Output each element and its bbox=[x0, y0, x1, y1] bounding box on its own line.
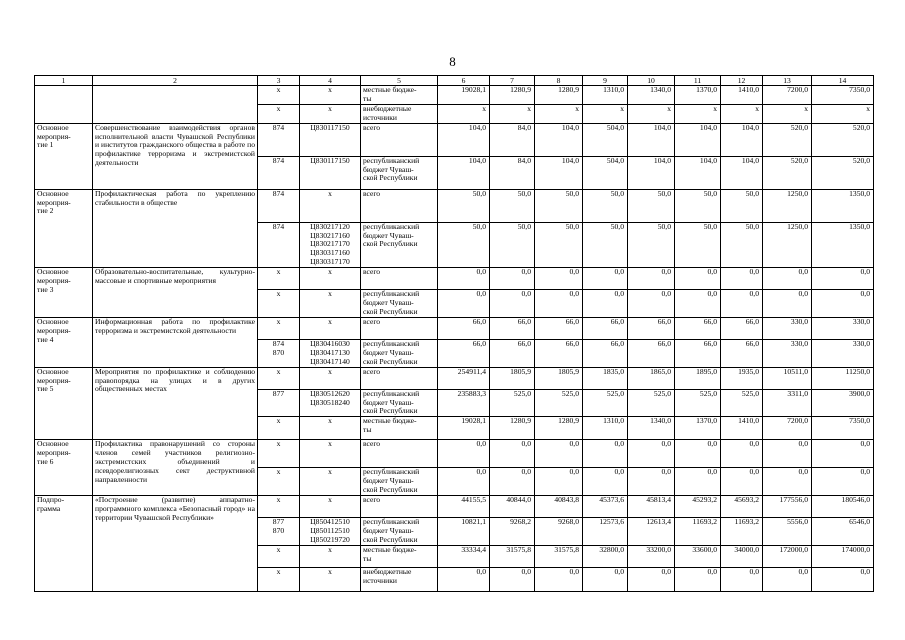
amount-cell: 0,0 bbox=[721, 268, 763, 290]
amount-cell: 0,0 bbox=[438, 290, 490, 318]
amount-cell: 330,0 bbox=[763, 339, 812, 367]
amount-cell: 104,0 bbox=[675, 156, 721, 189]
activity-code-cell: Основное мероприя- тие 6 bbox=[35, 440, 93, 496]
amount-cell: 0,0 bbox=[763, 440, 812, 468]
amount-cell: 520,0 bbox=[812, 156, 874, 189]
amount-cell: 12573,6 bbox=[583, 518, 628, 546]
amount-cell: 0,0 bbox=[763, 568, 812, 592]
amount-cell: 44155,5 bbox=[438, 496, 490, 518]
amount-cell: 7200,0 bbox=[763, 417, 812, 440]
activity-code-cell: Основное мероприя- тие 4 bbox=[35, 317, 93, 367]
amount-cell: 66,0 bbox=[583, 317, 628, 339]
amount-cell: 177556,0 bbox=[763, 496, 812, 518]
target-article-cell: х bbox=[300, 86, 361, 105]
funding-source-cell: республиканский бюджет Чуваш- ской Республики bbox=[361, 468, 438, 496]
amount-cell: х bbox=[535, 104, 583, 123]
amount-cell: 66,0 bbox=[721, 317, 763, 339]
activity-code-cell: Основное мероприя- тие 1 bbox=[35, 123, 93, 189]
target-article-cell: х bbox=[300, 189, 361, 222]
amount-cell: 11250,0 bbox=[812, 367, 874, 389]
funding-source-cell: республиканский бюджет Чуваш- ской Республики bbox=[361, 290, 438, 318]
amount-cell: х bbox=[763, 104, 812, 123]
amount-cell: 0,0 bbox=[628, 440, 675, 468]
activity-description-cell: Мероприятия по профилактике и соблюдению правопорядка на улицах и в других общественных местах bbox=[93, 367, 258, 440]
grbs-code-cell: х bbox=[258, 546, 300, 568]
table-row bbox=[35, 440, 874, 468]
amount-cell: 0,0 bbox=[675, 440, 721, 468]
funding-source-cell: внебюджетные источники bbox=[361, 104, 438, 123]
funding-source-cell: местные бюдже- ты bbox=[361, 417, 438, 440]
grbs-code-cell: х bbox=[258, 367, 300, 389]
amount-cell: 0,0 bbox=[490, 268, 535, 290]
amount-cell: 45693,2 bbox=[721, 496, 763, 518]
target-article-cell: Ц830117150 bbox=[300, 156, 361, 189]
amount-cell: 0,0 bbox=[490, 440, 535, 468]
amount-cell: 1250,0 bbox=[763, 189, 812, 222]
amount-cell: 66,0 bbox=[675, 339, 721, 367]
column-header: 14 bbox=[812, 76, 874, 86]
amount-cell: 40844,0 bbox=[490, 496, 535, 518]
target-article-cell: х bbox=[300, 268, 361, 290]
amount-cell: 330,0 bbox=[763, 317, 812, 339]
amount-cell: 1350,0 bbox=[812, 189, 874, 222]
funding-source-cell: всего bbox=[361, 367, 438, 389]
target-article-cell: х bbox=[300, 317, 361, 339]
amount-cell: 6546,0 bbox=[812, 518, 874, 546]
amount-cell: 104,0 bbox=[438, 156, 490, 189]
amount-cell: 104,0 bbox=[438, 123, 490, 156]
amount-cell: 66,0 bbox=[583, 339, 628, 367]
amount-cell: 525,0 bbox=[583, 389, 628, 417]
column-header: 11 bbox=[675, 76, 721, 86]
amount-cell: 0,0 bbox=[675, 290, 721, 318]
amount-cell: 1370,0 bbox=[675, 417, 721, 440]
target-article-cell: Ц830416030 Ц830417130 Ц830417140 bbox=[300, 339, 361, 367]
amount-cell: 1835,0 bbox=[583, 367, 628, 389]
amount-cell: 40843,8 bbox=[535, 496, 583, 518]
amount-cell: 50,0 bbox=[721, 222, 763, 268]
target-article-cell: Ц850412510 Ц850112510 Ц850219720 bbox=[300, 518, 361, 546]
amount-cell: 0,0 bbox=[583, 268, 628, 290]
amount-cell: 5556,0 bbox=[763, 518, 812, 546]
amount-cell: 66,0 bbox=[438, 317, 490, 339]
amount-cell: 66,0 bbox=[628, 339, 675, 367]
amount-cell: 104,0 bbox=[628, 156, 675, 189]
activity-code-cell bbox=[35, 86, 93, 124]
amount-cell: 0,0 bbox=[812, 440, 874, 468]
amount-cell: 0,0 bbox=[438, 268, 490, 290]
activity-code-cell: Основное мероприя- тие 2 bbox=[35, 189, 93, 268]
amount-cell: 33600,0 bbox=[675, 546, 721, 568]
amount-cell: 0,0 bbox=[535, 468, 583, 496]
amount-cell: 66,0 bbox=[490, 339, 535, 367]
amount-cell: 174000,0 bbox=[812, 546, 874, 568]
amount-cell: 50,0 bbox=[628, 222, 675, 268]
amount-cell: 1410,0 bbox=[721, 86, 763, 105]
amount-cell: 104,0 bbox=[628, 123, 675, 156]
funding-source-cell: республиканский бюджет Чуваш- ской Республики bbox=[361, 156, 438, 189]
column-header: 12 bbox=[721, 76, 763, 86]
amount-cell: 1250,0 bbox=[763, 222, 812, 268]
amount-cell: 0,0 bbox=[812, 468, 874, 496]
amount-cell: 0,0 bbox=[583, 290, 628, 318]
amount-cell: 11693,2 bbox=[675, 518, 721, 546]
grbs-code-cell: х bbox=[258, 468, 300, 496]
column-header: 8 bbox=[535, 76, 583, 86]
grbs-code-cell: х bbox=[258, 496, 300, 518]
amount-cell: 0,0 bbox=[721, 468, 763, 496]
amount-cell: 50,0 bbox=[583, 222, 628, 268]
amount-cell: 1410,0 bbox=[721, 417, 763, 440]
amount-cell: 0,0 bbox=[812, 568, 874, 592]
amount-cell: 84,0 bbox=[490, 123, 535, 156]
funding-source-cell: республиканский бюджет Чуваш- ской Республики bbox=[361, 222, 438, 268]
target-article-cell: х bbox=[300, 104, 361, 123]
amount-cell: 0,0 bbox=[763, 290, 812, 318]
amount-cell: 0,0 bbox=[628, 268, 675, 290]
amount-cell: 50,0 bbox=[490, 222, 535, 268]
amount-cell: 45293,2 bbox=[675, 496, 721, 518]
funding-source-cell: всего bbox=[361, 189, 438, 222]
target-article-cell: х bbox=[300, 290, 361, 318]
amount-cell: 0,0 bbox=[438, 440, 490, 468]
amount-cell: 1805,9 bbox=[535, 367, 583, 389]
amount-cell: 330,0 bbox=[812, 317, 874, 339]
amount-cell: 1310,0 bbox=[583, 86, 628, 105]
amount-cell: 0,0 bbox=[490, 290, 535, 318]
target-article-cell: Ц830512620 Ц830518240 bbox=[300, 389, 361, 417]
amount-cell: 1340,0 bbox=[628, 86, 675, 105]
amount-cell: 10821,1 bbox=[438, 518, 490, 546]
table-row bbox=[35, 268, 874, 290]
amount-cell: 235883,3 bbox=[438, 389, 490, 417]
target-article-cell: Ц830217120 Ц830217160 Ц830217170 Ц830317160 Ц830317170 bbox=[300, 222, 361, 268]
amount-cell: 7350,0 bbox=[812, 86, 874, 105]
column-header: 10 bbox=[628, 76, 675, 86]
grbs-code-cell: 874 870 bbox=[258, 339, 300, 367]
target-article-cell: Ц830117150 bbox=[300, 123, 361, 156]
amount-cell: 50,0 bbox=[675, 189, 721, 222]
column-header: 3 bbox=[258, 76, 300, 86]
amount-cell: 520,0 bbox=[763, 123, 812, 156]
table-row bbox=[35, 123, 874, 156]
column-header: 6 bbox=[438, 76, 490, 86]
amount-cell: 1805,9 bbox=[490, 367, 535, 389]
grbs-code-cell: 877 bbox=[258, 389, 300, 417]
amount-cell: х bbox=[438, 104, 490, 123]
amount-cell: 0,0 bbox=[675, 568, 721, 592]
grbs-code-cell: 874 bbox=[258, 222, 300, 268]
amount-cell: 7350,0 bbox=[812, 417, 874, 440]
column-header: 9 bbox=[583, 76, 628, 86]
amount-cell: 0,0 bbox=[721, 290, 763, 318]
amount-cell: 520,0 bbox=[812, 123, 874, 156]
amount-cell: 9268,0 bbox=[535, 518, 583, 546]
funding-source-cell: республиканский бюджет Чуваш- ской Республики bbox=[361, 518, 438, 546]
amount-cell: х bbox=[628, 104, 675, 123]
amount-cell: 525,0 bbox=[675, 389, 721, 417]
amount-cell: 1370,0 bbox=[675, 86, 721, 105]
funding-source-cell: внебюджетные источники bbox=[361, 568, 438, 592]
grbs-code-cell: х bbox=[258, 440, 300, 468]
amount-cell: х bbox=[812, 104, 874, 123]
target-article-cell: х bbox=[300, 568, 361, 592]
amount-cell: 11693,2 bbox=[721, 518, 763, 546]
amount-cell: 1280,9 bbox=[535, 86, 583, 105]
amount-cell: 7200,0 bbox=[763, 86, 812, 105]
amount-cell: 33200,0 bbox=[628, 546, 675, 568]
amount-cell: 0,0 bbox=[535, 568, 583, 592]
table-header-row bbox=[35, 76, 874, 86]
activity-description-cell bbox=[93, 86, 258, 124]
activity-description-cell: Профилактика правонарушений со стороны членов семей участников религиозно-экстремистских объединений и псевдорелигиозных сект деструктивной направленности bbox=[93, 440, 258, 496]
amount-cell: 66,0 bbox=[490, 317, 535, 339]
table-row bbox=[35, 496, 874, 518]
funding-source-cell: всего bbox=[361, 268, 438, 290]
amount-cell: х bbox=[490, 104, 535, 123]
amount-cell: 45813,4 bbox=[628, 496, 675, 518]
amount-cell: 520,0 bbox=[763, 156, 812, 189]
funding-source-cell: всего bbox=[361, 123, 438, 156]
amount-cell: 19028,1 bbox=[438, 417, 490, 440]
amount-cell: 0,0 bbox=[490, 468, 535, 496]
amount-cell: 50,0 bbox=[535, 222, 583, 268]
amount-cell: 66,0 bbox=[438, 339, 490, 367]
amount-cell: 1340,0 bbox=[628, 417, 675, 440]
amount-cell: 0,0 bbox=[628, 568, 675, 592]
grbs-code-cell: х bbox=[258, 317, 300, 339]
target-article-cell: х bbox=[300, 496, 361, 518]
column-header: 1 bbox=[35, 76, 93, 86]
grbs-code-cell: х bbox=[258, 268, 300, 290]
amount-cell: 104,0 bbox=[675, 123, 721, 156]
funding-source-cell: местные бюдже- ты bbox=[361, 86, 438, 105]
amount-cell: 50,0 bbox=[675, 222, 721, 268]
activity-description-cell: Образовательно-воспитательные, культурно-массовые и спортивные мероприятия bbox=[93, 268, 258, 318]
amount-cell: 12613,4 bbox=[628, 518, 675, 546]
amount-cell: 0,0 bbox=[721, 568, 763, 592]
amount-cell: 504,0 bbox=[583, 123, 628, 156]
amount-cell: 104,0 bbox=[535, 123, 583, 156]
column-header: 4 bbox=[300, 76, 361, 86]
amount-cell: х bbox=[583, 104, 628, 123]
funding-source-cell: республиканский бюджет Чуваш- ской Республики bbox=[361, 339, 438, 367]
column-header: 2 bbox=[93, 76, 258, 86]
grbs-code-cell: х bbox=[258, 86, 300, 105]
amount-cell: 0,0 bbox=[583, 568, 628, 592]
amount-cell: 31575,8 bbox=[535, 546, 583, 568]
amount-cell: 66,0 bbox=[675, 317, 721, 339]
amount-cell: х bbox=[675, 104, 721, 123]
amount-cell: 1280,9 bbox=[490, 417, 535, 440]
amount-cell: 0,0 bbox=[583, 468, 628, 496]
activity-description-cell: Профилактическая работа по укреплению стабильности в обществе bbox=[93, 189, 258, 268]
table-row bbox=[35, 189, 874, 222]
grbs-code-cell: 874 bbox=[258, 156, 300, 189]
amount-cell: 254911,4 bbox=[438, 367, 490, 389]
page-number: 8 bbox=[449, 54, 456, 69]
amount-cell: 0,0 bbox=[675, 268, 721, 290]
budget-table bbox=[34, 75, 874, 592]
amount-cell: 19028,1 bbox=[438, 86, 490, 105]
column-header: 7 bbox=[490, 76, 535, 86]
amount-cell: 32800,0 bbox=[583, 546, 628, 568]
table-row bbox=[35, 317, 874, 339]
amount-cell: 33334,4 bbox=[438, 546, 490, 568]
table-row bbox=[35, 367, 874, 389]
amount-cell: 0,0 bbox=[763, 468, 812, 496]
target-article-cell: х bbox=[300, 417, 361, 440]
amount-cell: 1865,0 bbox=[628, 367, 675, 389]
amount-cell: 3900,0 bbox=[812, 389, 874, 417]
amount-cell: 0,0 bbox=[628, 290, 675, 318]
amount-cell: х bbox=[721, 104, 763, 123]
activity-code-cell: Подпро- грамма bbox=[35, 496, 93, 592]
amount-cell: 104,0 bbox=[721, 123, 763, 156]
amount-cell: 0,0 bbox=[721, 440, 763, 468]
grbs-code-cell: х bbox=[258, 417, 300, 440]
target-article-cell: х bbox=[300, 367, 361, 389]
amount-cell: 50,0 bbox=[535, 189, 583, 222]
amount-cell: 66,0 bbox=[628, 317, 675, 339]
amount-cell: 50,0 bbox=[583, 189, 628, 222]
amount-cell: 504,0 bbox=[583, 156, 628, 189]
amount-cell: 0,0 bbox=[535, 440, 583, 468]
amount-cell: 1350,0 bbox=[812, 222, 874, 268]
grbs-code-cell: 877 870 bbox=[258, 518, 300, 546]
activity-description-cell: «Построение (развитие) аппаратно-программного комплекса «Безопасный город» на территории Чувашской Республики» bbox=[93, 496, 258, 592]
amount-cell: 525,0 bbox=[628, 389, 675, 417]
activity-description-cell: Информационная работа по профилактике терроризма и экстремистской деятельности bbox=[93, 317, 258, 367]
amount-cell: 330,0 bbox=[812, 339, 874, 367]
amount-cell: 10511,0 bbox=[763, 367, 812, 389]
funding-source-cell: всего bbox=[361, 496, 438, 518]
amount-cell: 9268,2 bbox=[490, 518, 535, 546]
amount-cell: 525,0 bbox=[490, 389, 535, 417]
amount-cell: 66,0 bbox=[535, 317, 583, 339]
target-article-cell: х bbox=[300, 546, 361, 568]
grbs-code-cell: х bbox=[258, 290, 300, 318]
amount-cell: 31575,8 bbox=[490, 546, 535, 568]
amount-cell: 0,0 bbox=[438, 568, 490, 592]
amount-cell: 66,0 bbox=[535, 339, 583, 367]
grbs-code-cell: 874 bbox=[258, 189, 300, 222]
amount-cell: 50,0 bbox=[721, 189, 763, 222]
amount-cell: 1280,9 bbox=[490, 86, 535, 105]
amount-cell: 0,0 bbox=[535, 268, 583, 290]
amount-cell: 3311,0 bbox=[763, 389, 812, 417]
amount-cell: 66,0 bbox=[721, 339, 763, 367]
amount-cell: 45373,6 bbox=[583, 496, 628, 518]
amount-cell: 525,0 bbox=[721, 389, 763, 417]
amount-cell: 104,0 bbox=[535, 156, 583, 189]
amount-cell: 0,0 bbox=[490, 568, 535, 592]
column-header: 13 bbox=[763, 76, 812, 86]
activity-description-cell: Совершенствование взаимодействия органов исполнительной власти Чувашской Республики и институтов гражданского общества в работе по профилактике терроризма и экстремистской деятельности bbox=[93, 123, 258, 189]
amount-cell: 0,0 bbox=[583, 440, 628, 468]
funding-source-cell: всего bbox=[361, 440, 438, 468]
grbs-code-cell: х bbox=[258, 568, 300, 592]
amount-cell: 0,0 bbox=[763, 268, 812, 290]
target-article-cell: х bbox=[300, 468, 361, 496]
amount-cell: 1280,9 bbox=[535, 417, 583, 440]
amount-cell: 1310,0 bbox=[583, 417, 628, 440]
amount-cell: 180546,0 bbox=[812, 496, 874, 518]
column-header: 5 bbox=[361, 76, 438, 86]
amount-cell: 50,0 bbox=[438, 189, 490, 222]
amount-cell: 0,0 bbox=[535, 290, 583, 318]
amount-cell: 50,0 bbox=[438, 222, 490, 268]
amount-cell: 0,0 bbox=[675, 468, 721, 496]
amount-cell: 50,0 bbox=[628, 189, 675, 222]
amount-cell: 104,0 bbox=[721, 156, 763, 189]
funding-source-cell: всего bbox=[361, 317, 438, 339]
activity-code-cell: Основное мероприя- тие 5 bbox=[35, 367, 93, 440]
table-row bbox=[35, 86, 874, 105]
activity-code-cell: Основное мероприя- тие 3 bbox=[35, 268, 93, 318]
target-article-cell: х bbox=[300, 440, 361, 468]
grbs-code-cell: х bbox=[258, 104, 300, 123]
amount-cell: 0,0 bbox=[438, 468, 490, 496]
amount-cell: 34000,0 bbox=[721, 546, 763, 568]
amount-cell: 50,0 bbox=[490, 189, 535, 222]
amount-cell: 84,0 bbox=[490, 156, 535, 189]
funding-source-cell: местные бюдже- ты bbox=[361, 546, 438, 568]
amount-cell: 1895,0 bbox=[675, 367, 721, 389]
funding-source-cell: республиканский бюджет Чуваш- ской Республики bbox=[361, 389, 438, 417]
amount-cell: 0,0 bbox=[628, 468, 675, 496]
grbs-code-cell: 874 bbox=[258, 123, 300, 156]
amount-cell: 525,0 bbox=[535, 389, 583, 417]
amount-cell: 1935,0 bbox=[721, 367, 763, 389]
amount-cell: 0,0 bbox=[812, 290, 874, 318]
amount-cell: 0,0 bbox=[812, 268, 874, 290]
amount-cell: 172000,0 bbox=[763, 546, 812, 568]
